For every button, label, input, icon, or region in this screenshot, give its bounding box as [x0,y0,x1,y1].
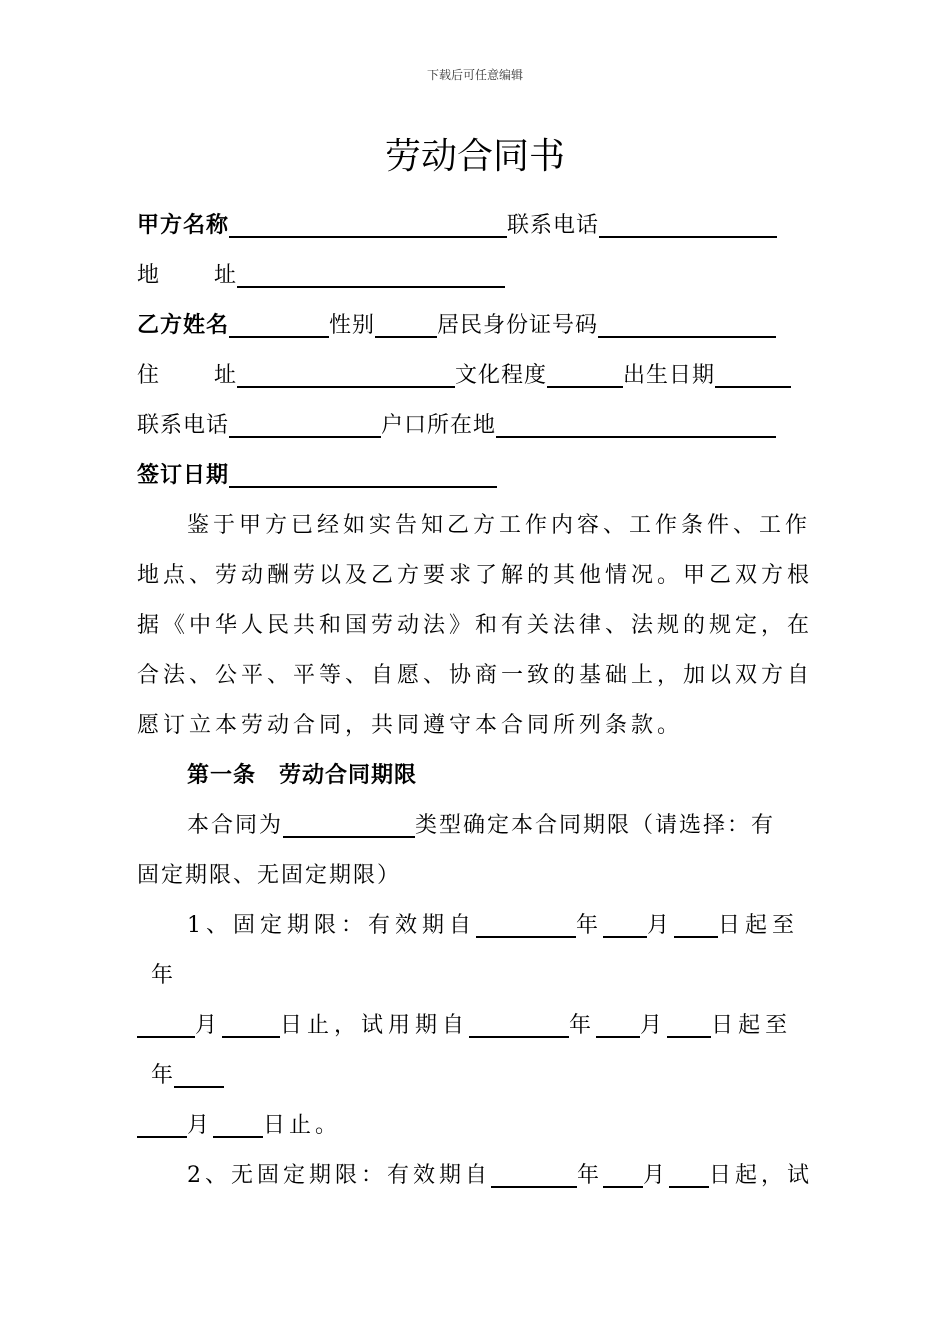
label-address-b-1: 住 [137,363,161,388]
label-contract-type-options: 类型确定本合同期限（请选择：有 [415,813,776,838]
para-line-3 [137,600,827,640]
blank-address-a[interactable] [237,260,505,288]
para-line-4 [137,650,827,690]
row-contract-type-2 [137,850,827,890]
label-month: 月 [640,1013,668,1038]
label-year: 年 [569,1013,597,1038]
blank-contact-phone[interactable] [599,210,777,238]
label-address-a-2: 址 [214,263,238,288]
blank-sign-date[interactable] [229,460,497,488]
row-address-b [137,350,827,390]
blank-gender[interactable] [375,310,437,338]
blank-contract-type[interactable] [283,810,415,838]
row-open-term-1 [137,1150,827,1190]
label-sign-date: 签订日期 [137,463,230,488]
label-month: 月 [647,913,675,938]
label-address-b-2: 址 [214,363,238,388]
label-contact-phone-b: 联系电话 [137,413,230,438]
blank-birth-date[interactable] [715,360,791,388]
label-day-from-trial: 日起，试 [709,1163,814,1188]
blank-contact-phone-b[interactable] [229,410,381,438]
para-line-1 [137,500,827,540]
row-fixed-term-1 [137,900,827,940]
blank-id-number[interactable] [598,310,776,338]
row-address-a [137,250,827,290]
label-open-term: 2、无固定期限：有效期自 [187,1163,491,1188]
para-line-2 [137,550,827,590]
row-sign-date [137,450,827,490]
blank-education[interactable] [547,360,623,388]
label-party-a-name: 甲方名称 [137,213,230,238]
label-gender: 性别 [329,313,376,338]
row-contract-type [137,800,827,840]
label-education: 文化程度 [455,363,548,388]
row-party-b [137,300,827,340]
label-month: 月 [187,1113,214,1138]
label-contact-phone: 联系电话 [507,213,600,238]
para-text-2: 地点、劳动酬劳以及乙方要求了解的其他情况。甲乙双方根 [137,563,814,588]
row-fixed-term-3 [137,1000,827,1040]
article-1-title: 第一条 劳动合同期限 [187,763,418,788]
label-id-number: 居民身份证号码 [437,313,599,338]
blank-party-b-name[interactable] [229,310,329,338]
row-fixed-term-2 [137,950,827,990]
label-party-b-name: 乙方姓名 [137,313,230,338]
blank-party-a-name[interactable] [229,210,507,238]
row-fixed-term-4 [137,1050,827,1090]
label-month: 月 [195,1013,223,1038]
para-text-5: 愿订立本劳动合同，共同遵守本合同所列条款。 [137,713,684,738]
label-year: 年 [576,913,604,938]
label-day-from-to: 日起至 [711,1013,793,1038]
label-contract-type-options-2: 固定期限、无固定期限） [137,863,402,888]
blank-trial-start-month[interactable] [596,1010,640,1038]
blank-fixed-end-day[interactable] [222,1010,280,1038]
blank-fixed-start-month[interactable] [603,910,647,938]
para-text-3: 据《中华人民共和国劳动法》和有关法律、法规的规定，在 [137,613,814,638]
label-year: 年 [577,1163,604,1188]
blank-open-start-year[interactable] [491,1160,577,1188]
label-month: 月 [643,1163,670,1188]
para-text-1: 鉴于甲方已经如实告知乙方工作内容、工作条件、工作 [187,513,812,538]
blank-trial-start-day[interactable] [667,1010,711,1038]
label-day-stop: 日止。 [263,1113,342,1138]
para-line-5 [137,700,827,740]
page-header: 下载后可任意编辑 [426,68,523,82]
blank-hukou[interactable] [496,410,776,438]
blank-trial-end-year[interactable] [174,1060,224,1088]
row-contact-b [137,400,827,440]
blank-fixed-end-month-a[interactable] [137,1010,195,1038]
blank-fixed-start-year[interactable] [476,910,576,938]
blank-trial-end-month[interactable] [137,1110,187,1138]
label-contract-type: 本合同为 [187,813,284,838]
label-address-a-1: 地 [137,263,161,288]
document-title: 劳动合同书 [384,136,565,177]
row-fixed-term-5 [137,1100,827,1140]
blank-trial-end-day[interactable] [213,1110,263,1138]
blank-open-start-day[interactable] [669,1160,709,1188]
label-year: 年 [151,963,175,988]
blank-address-b[interactable] [237,360,455,388]
blank-fixed-start-day[interactable] [674,910,718,938]
label-birth-date: 出生日期 [623,363,716,388]
label-day-from-to: 日起至 [718,913,800,938]
article-1-heading [137,750,827,790]
para-text-4: 合法、公平、平等、自愿、协商一致的基础上，加以双方自 [137,663,814,688]
blank-trial-start-year[interactable] [469,1010,569,1038]
label-day-stop-trial: 日止，试用期自 [280,1013,470,1038]
label-fixed-term: 1、固定期限：有效期自 [187,913,476,938]
label-hukou: 户口所在地 [381,413,497,438]
label-year: 年 [151,1063,175,1088]
blank-open-start-month[interactable] [603,1160,643,1188]
row-party-a [137,200,827,240]
